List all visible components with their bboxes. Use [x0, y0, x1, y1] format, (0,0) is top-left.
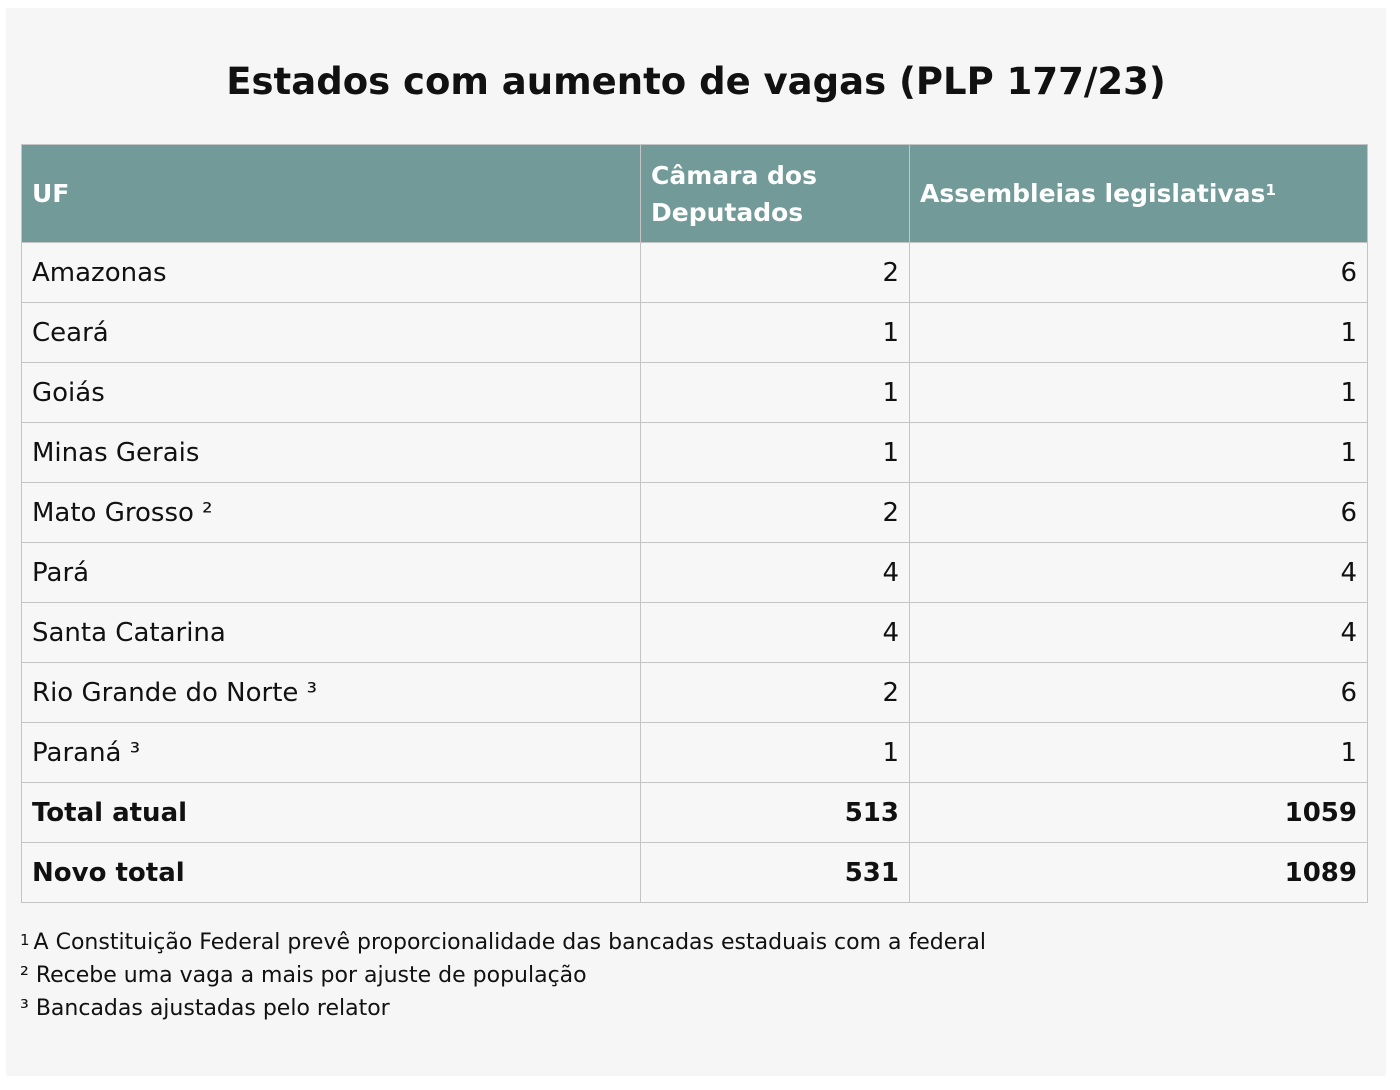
table-row	[22, 303, 1368, 363]
table-row	[22, 723, 1368, 783]
cell-assembleias: 6	[910, 243, 1368, 303]
header-row	[22, 145, 1368, 243]
cell-uf: Paraná ³	[22, 723, 641, 783]
footnote-mark: ³	[20, 996, 29, 1021]
footnote-text: Recebe uma vaga a mais por ajuste de população	[35, 963, 587, 988]
cell-assembleias: 4	[910, 603, 1368, 663]
header-assembleias-label: Assembleias legislativas	[920, 179, 1266, 208]
table-card	[6, 8, 1386, 1076]
cell-assembleias: 6	[910, 663, 1368, 723]
table-row	[22, 663, 1368, 723]
data-table	[21, 144, 1368, 903]
cell-camara: 4	[641, 543, 910, 603]
cell-camara: 1	[641, 723, 910, 783]
table-row	[22, 243, 1368, 303]
cell-uf: Rio Grande do Norte ³	[22, 663, 641, 723]
table-row	[22, 603, 1368, 663]
cell-camara: 1	[641, 363, 910, 423]
footnote-mark: ²	[20, 963, 29, 988]
cell-camara: 4	[641, 603, 910, 663]
cell-camara: 1	[641, 423, 910, 483]
footnote-text: Bancadas ajustadas pelo relator	[35, 996, 390, 1021]
header-camara-line1: Câmara dos	[651, 160, 817, 190]
cell-uf: Minas Gerais	[22, 423, 641, 483]
cell-uf: Novo total	[22, 843, 641, 903]
cell-uf: Ceará	[22, 303, 641, 363]
cell-assembleias: 4	[910, 543, 1368, 603]
footnote-text: A Constituição Federal prevê proporcionalidade das bancadas estaduais com a federal	[33, 930, 986, 955]
table-row	[22, 423, 1368, 483]
table-row	[22, 543, 1368, 603]
cell-uf: Amazonas	[22, 243, 641, 303]
cell-assembleias: 1089	[910, 843, 1368, 903]
total-row-novo	[22, 843, 1368, 903]
cell-uf: Total atual	[22, 783, 641, 843]
header-uf: UF	[22, 145, 641, 243]
header-camara	[641, 145, 910, 243]
cell-assembleias: 1059	[910, 783, 1368, 843]
total-row-atual	[22, 783, 1368, 843]
cell-camara: 1	[641, 303, 910, 363]
header-camara-line2: Deputados	[651, 197, 804, 227]
footnote-mark: 1	[20, 931, 30, 949]
cell-camara: 513	[641, 783, 910, 843]
cell-camara: 531	[641, 843, 910, 903]
page-title: Estados com aumento de vagas (PLP 177/23)	[226, 60, 1166, 103]
cell-uf: Mato Grosso ²	[22, 483, 641, 543]
cell-assembleias: 6	[910, 483, 1368, 543]
cell-assembleias: 1	[910, 303, 1368, 363]
cell-assembleias: 1	[910, 423, 1368, 483]
cell-uf: Goiás	[22, 363, 641, 423]
table-row	[22, 363, 1368, 423]
footnote-2	[20, 959, 986, 992]
footnote-3	[20, 992, 986, 1025]
cell-assembleias: 1	[910, 363, 1368, 423]
footnotes	[20, 926, 986, 1025]
header-assembleias	[910, 145, 1368, 243]
cell-camara: 2	[641, 243, 910, 303]
header-assembleias-footnote-mark: 1	[1265, 181, 1276, 199]
cell-camara: 2	[641, 663, 910, 723]
cell-camara: 2	[641, 483, 910, 543]
cell-uf: Santa Catarina	[22, 603, 641, 663]
footnote-1	[20, 926, 986, 959]
table-row	[22, 483, 1368, 543]
cell-assembleias: 1	[910, 723, 1368, 783]
cell-uf: Pará	[22, 543, 641, 603]
